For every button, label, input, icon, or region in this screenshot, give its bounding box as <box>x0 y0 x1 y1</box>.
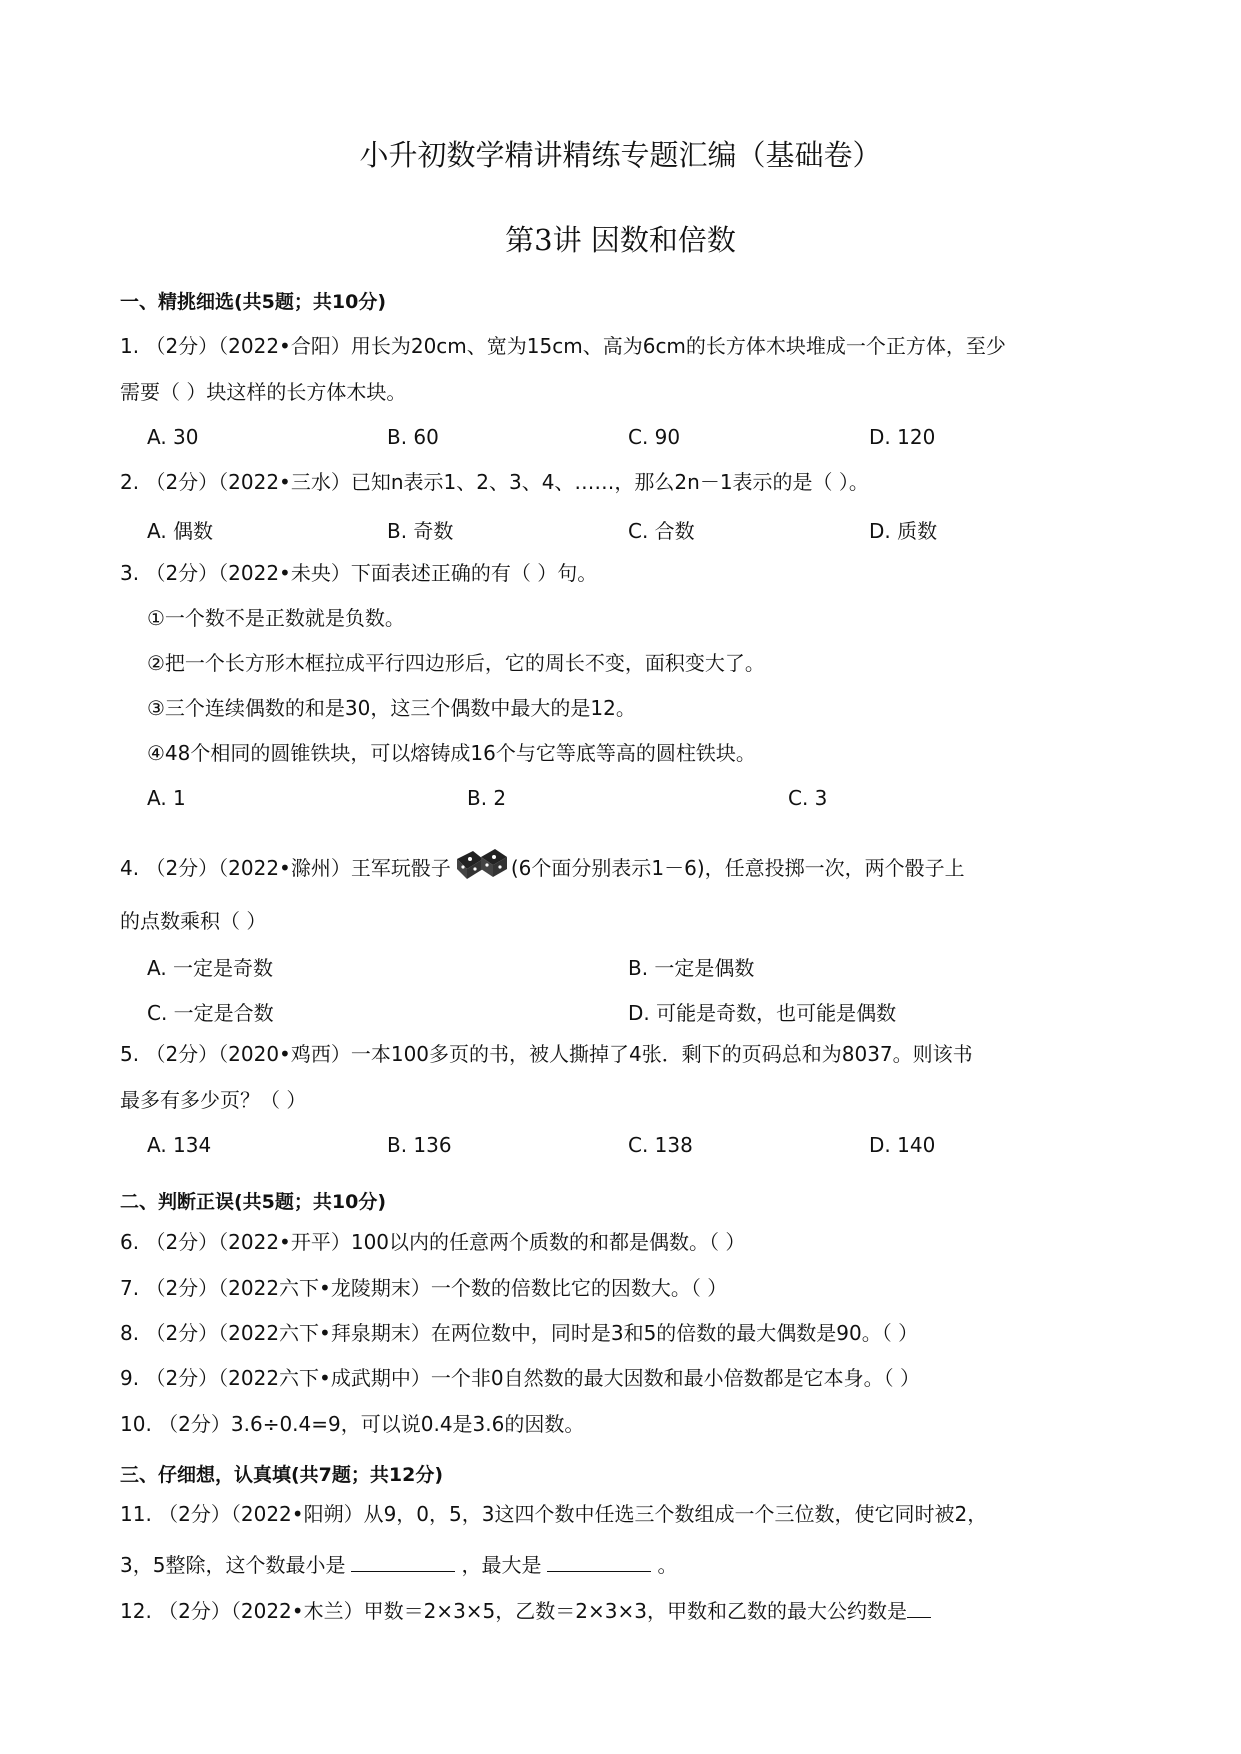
question-1-option-a: A. 30 <box>147 425 199 449</box>
question-4-option-a: A. 一定是奇数 <box>147 956 274 980</box>
question-4-text-after: (6个面分别表示1－6)，任意投掷一次，两个骰子上 <box>510 856 965 880</box>
section-heading-2: 二、判断正误(共5题；共10分) <box>120 1191 387 1213</box>
answer-blank-max[interactable] <box>547 1553 651 1572</box>
question-7: 7. （2分）（2022六下•龙陵期末）一个数的倍数比它的因数大。（ ） <box>120 1276 728 1300</box>
question-3-statement-2: ②把一个长方形木框拉成平行四边形后，它的周长不变，面积变大了。 <box>147 651 765 675</box>
question-5-option-a: A. 134 <box>147 1133 212 1157</box>
question-4-line-2: 的点数乘积（ ） <box>120 909 267 933</box>
question-4-option-d: D. 可能是奇数，也可能是偶数 <box>628 1001 897 1025</box>
answer-blank-min[interactable] <box>351 1553 455 1572</box>
question-4-option-c: C. 一定是合数 <box>147 1001 274 1025</box>
question-3-option-c: C. 3 <box>788 786 828 810</box>
question-2-option-d: D. 质数 <box>869 519 938 543</box>
question-1-option-c: C. 90 <box>628 425 681 449</box>
question-4-text-before: 4. （2分）（2022•滁州）王军玩骰子 <box>120 856 451 880</box>
question-5-option-b: B. 136 <box>387 1133 452 1157</box>
question-3-line-1: 3. （2分）（2022•未央）下面表述正确的有（ ）句。 <box>120 561 598 585</box>
question-5-option-d: D. 140 <box>869 1133 936 1157</box>
lesson-title: 第3讲 因数和倍数 <box>505 223 736 257</box>
question-11-text-a: 3，5整除，这个数最小是 <box>120 1553 346 1577</box>
question-5-line-2: 最多有多少页？（ ） <box>120 1088 307 1112</box>
section-heading-3: 三、仔细想，认真填(共7题；共12分) <box>120 1464 444 1486</box>
question-3-statement-4: ④48个相同的圆锥铁块，可以熔铸成16个与它等底等高的圆柱铁块。 <box>147 741 756 765</box>
question-10: 10. （2分）3.6÷0.4=9，可以说0.4是3.6的因数。 <box>120 1412 585 1436</box>
question-11-line-2 <box>120 1553 677 1577</box>
question-12-text: 12. （2分）（2022•木兰）甲数＝2×3×5，乙数＝2×3×3，甲数和乙数的最大公约数是 <box>120 1599 907 1623</box>
question-1-line-1: 1. （2分）（2022•合阳）用长为20cm、宽为15cm、高为6cm的长方体木块堆成一个正方体，至少 <box>120 334 1006 358</box>
question-3-option-b: B. 2 <box>467 786 507 810</box>
answer-blank-gcd[interactable] <box>907 1599 931 1618</box>
question-5-option-c: C. 138 <box>628 1133 693 1157</box>
question-12-line-1 <box>120 1599 931 1623</box>
question-3-statement-1: ①一个数不是正数就是负数。 <box>147 606 405 630</box>
question-2-option-b: B. 奇数 <box>387 519 454 543</box>
dice-icon <box>453 847 509 881</box>
question-3-statement-3: ③三个连续偶数的和是30，这三个偶数中最大的是12。 <box>147 696 636 720</box>
question-1-option-b: B. 60 <box>387 425 439 449</box>
question-2-line-1: 2. （2分）（2022•三水）已知n表示1、2、3、4、……，那么2n－1表示的是（ ）。 <box>120 470 869 494</box>
question-6: 6. （2分）（2022•开平）100以内的任意两个质数的和都是偶数。（ ） <box>120 1230 746 1254</box>
section-heading-1: 一、精挑细选(共5题；共10分) <box>120 291 387 313</box>
question-11-text-c: 。 <box>657 1553 678 1577</box>
question-4-option-b: B. 一定是偶数 <box>628 956 755 980</box>
question-1-option-d: D. 120 <box>869 425 936 449</box>
question-2-option-a: A. 偶数 <box>147 519 214 543</box>
document-title: 小升初数学精讲精练专题汇编（基础卷） <box>359 138 882 172</box>
question-11-line-1: 11. （2分）（2022•阳朔）从9，0，5，3这四个数中任选三个数组成一个三位数，使它同时被2， <box>120 1502 988 1526</box>
question-5-line-1: 5. （2分）（2020•鸡西）一本100多页的书，被人撕掉了4张．剩下的页码总和为8037。则该书 <box>120 1042 973 1066</box>
question-4-line-1 <box>120 847 965 881</box>
question-8: 8. （2分）（2022六下•拜泉期末）在两位数中，同时是3和5的倍数的最大偶数是90。（ ） <box>120 1321 919 1345</box>
question-1-line-2: 需要（ ）块这样的长方体木块。 <box>120 380 407 404</box>
question-11-text-b: ，最大是 <box>461 1553 542 1577</box>
question-9: 9. （2分）（2022六下•成武期中）一个非0自然数的最大因数和最小倍数都是它本身。（ ） <box>120 1366 920 1390</box>
question-2-option-c: C. 合数 <box>628 519 695 543</box>
question-3-option-a: A. 1 <box>147 786 186 810</box>
